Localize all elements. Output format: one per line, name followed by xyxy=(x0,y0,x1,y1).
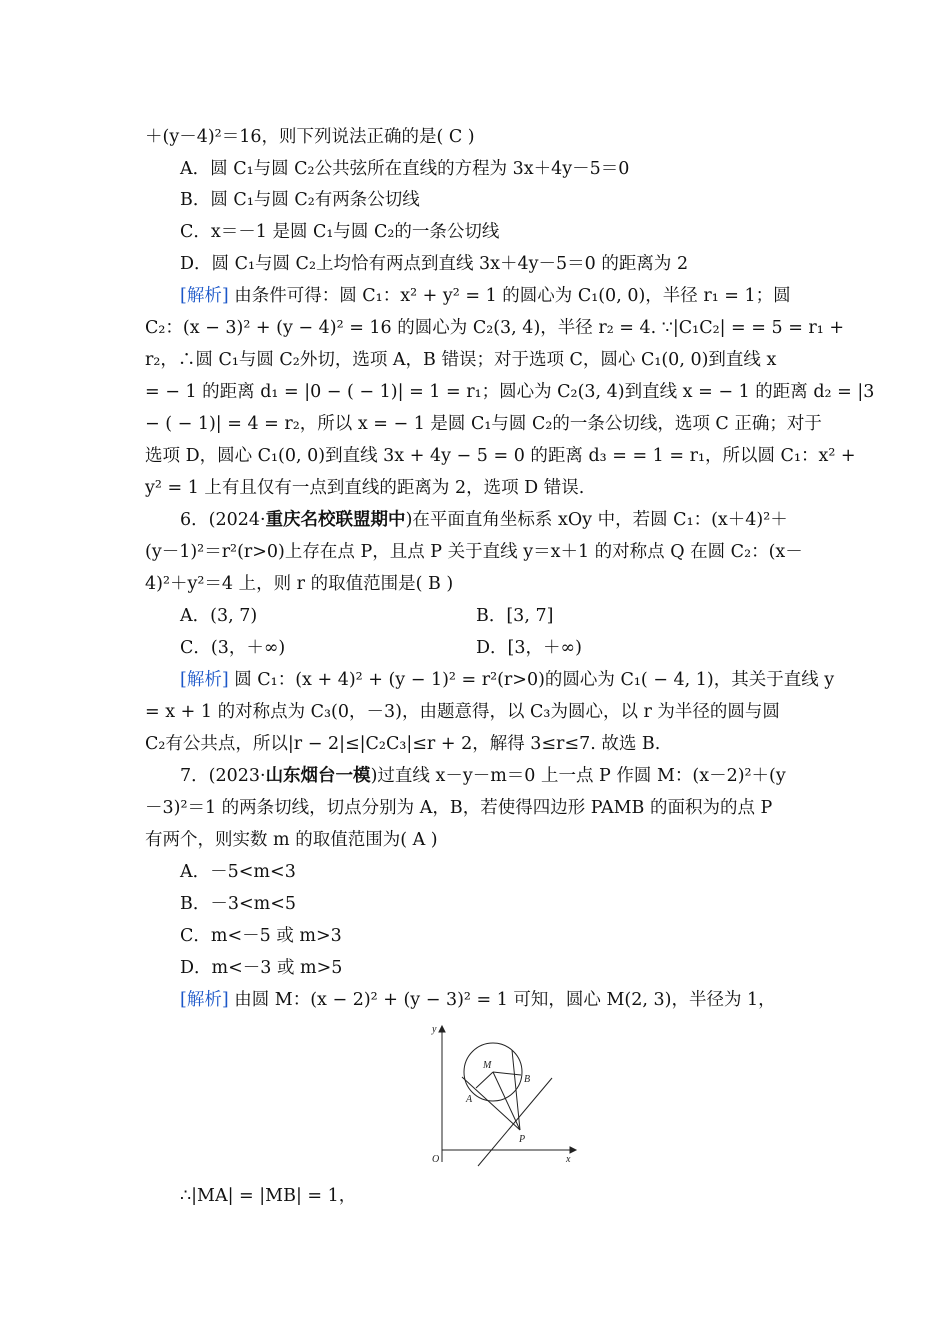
text-line: r₂，∴圆 C₁与圆 C₂外切，选项 A，B 错误；对于选项 C，圆心 C₁(0, 0)到直线 x xyxy=(145,350,777,370)
analysis-line xyxy=(180,285,840,307)
question-source: 山东烟台一模 xyxy=(265,766,371,786)
text-line: C₂：(x − 3)² + (y − 4)² = 16 的圆心为 C₂(3, 4)，半径 r₂ = 4. ∵|C₁C₂| = = 5 = r₁ + xyxy=(145,318,845,338)
analysis-text: 圆 C₁：(x + 4)² + (y − 1)² = r²(r>0)的圆心为 C₁( − 4, 1)，其关于直线 y xyxy=(234,670,835,690)
label-m: M xyxy=(483,1060,492,1071)
question-7-line xyxy=(180,765,840,787)
tangent-pb xyxy=(512,1050,520,1130)
text-line: 有两个，则实数 m 的取值范围为( A ) xyxy=(145,830,438,850)
label-b: B xyxy=(524,1074,531,1085)
option-a: A．－5<m<3 xyxy=(180,862,296,882)
analysis-tag: [解析] xyxy=(180,670,229,690)
text-line: ∴|MA| = |MB| = 1， xyxy=(180,1186,357,1206)
text-line: 4)²＋y²＝4 上，则 r 的取值范围是( B ) xyxy=(145,574,454,594)
analysis-line xyxy=(180,669,840,691)
x-arrow-icon xyxy=(570,1147,576,1153)
label-p: P xyxy=(519,1134,526,1145)
option-a: A．圆 C₁与圆 C₂公共弦所在直线的方程为 3x＋4y－5＝0 xyxy=(180,159,630,179)
question-6-line xyxy=(180,509,840,531)
option-b: B．－3<m<5 xyxy=(180,894,297,914)
label-a: A xyxy=(466,1094,473,1105)
text-line: ＋(y－4)²＝16，则下列说法正确的是( C ) xyxy=(145,127,475,147)
analysis-text: 由圆 M：(x − 2)² + (y − 3)² = 1 可知，圆心 M(2, 3)，半径为 1， xyxy=(234,990,776,1010)
question-text: )过直线 x－y－m＝0 上一点 P 作圆 M：(x－2)²＋(y xyxy=(370,766,786,786)
y-arrow-icon xyxy=(439,1026,445,1032)
option-b: B．[3, 7] xyxy=(476,606,554,626)
label-y: y xyxy=(432,1024,437,1035)
text-line: (y－1)²＝r²(r>0)上存在点 P，且点 P 关于直线 y＝x＋1 的对称点 Q 在圆 C₂：(x－ xyxy=(145,542,803,562)
option-d: D．m<－3 或 m>5 xyxy=(180,958,343,978)
text-line: 选项 D，圆心 C₁(0, 0)到直线 3x + 4y − 5 = 0 的距离 d₃ = = 1 = r₁，所以圆 C₁：x² + xyxy=(145,446,856,466)
text-line: －3)²＝1 的两条切线，切点分别为 A，B，若使得四边形 PAMB 的面积为的点 P xyxy=(145,798,773,818)
question-number: 7．(2023· xyxy=(180,766,266,786)
analysis-tag: [解析] xyxy=(180,286,229,306)
option-b: B．圆 C₁与圆 C₂有两条公切线 xyxy=(180,190,420,210)
option-c: C．(3，＋∞) xyxy=(180,638,286,658)
label-o: O xyxy=(432,1154,440,1165)
question-text: )在平面直角坐标系 xOy 中，若圆 C₁：(x＋4)²＋ xyxy=(405,510,788,530)
question-source: 重庆名校联盟期中 xyxy=(265,510,406,530)
segment-mb xyxy=(493,1072,521,1075)
analysis-line xyxy=(180,989,840,1011)
text-line: = x + 1 的对称点为 C₃(0，－3)，由题意得，以 C₃为圆心，以 r 为半径的圆与圆 xyxy=(145,702,780,722)
option-a: A．(3, 7) xyxy=(180,606,258,626)
figure-svg xyxy=(420,1020,580,1170)
option-d: D．[3，＋∞) xyxy=(476,638,582,658)
text-line: − ( − 1)| = 4 = r₂，所以 x = − 1 是圆 C₁与圆 C₂的一条公切线，选项 C 正确；对于 xyxy=(145,414,822,434)
analysis-tag: [解析] xyxy=(180,990,229,1010)
option-c: C．m<－5 或 m>3 xyxy=(180,926,342,946)
text-line: y² = 1 上有且仅有一点到直线的距离为 2，选项 D 错误. xyxy=(145,478,585,498)
text-line: C₂有公共点，所以|r − 2|≤|C₂C₃|≤r + 2，解得 3≤r≤7. 故选 B. xyxy=(145,734,661,754)
label-x: x xyxy=(566,1154,571,1165)
question-number: 6．(2024· xyxy=(180,510,266,530)
segment-ma xyxy=(476,1072,493,1088)
option-d: D．圆 C₁与圆 C₂上均恰有两点到直线 3x＋4y－5＝0 的距离为 2 xyxy=(180,254,689,274)
analysis-text: 由条件可得：圆 C₁：x² + y² = 1 的圆心为 C₁(0, 0)，半径 r₁ = 1；圆 xyxy=(234,286,791,306)
geometry-figure xyxy=(420,1020,580,1170)
option-c: C．x＝－1 是圆 C₁与圆 C₂的一条公切线 xyxy=(180,222,500,242)
text-line: = − 1 的距离 d₁ = |0 − ( − 1)| = 1 = r₁；圆心为 C₂(3, 4)到直线 x = − 1 的距离 d₂ = |3 xyxy=(145,382,875,402)
